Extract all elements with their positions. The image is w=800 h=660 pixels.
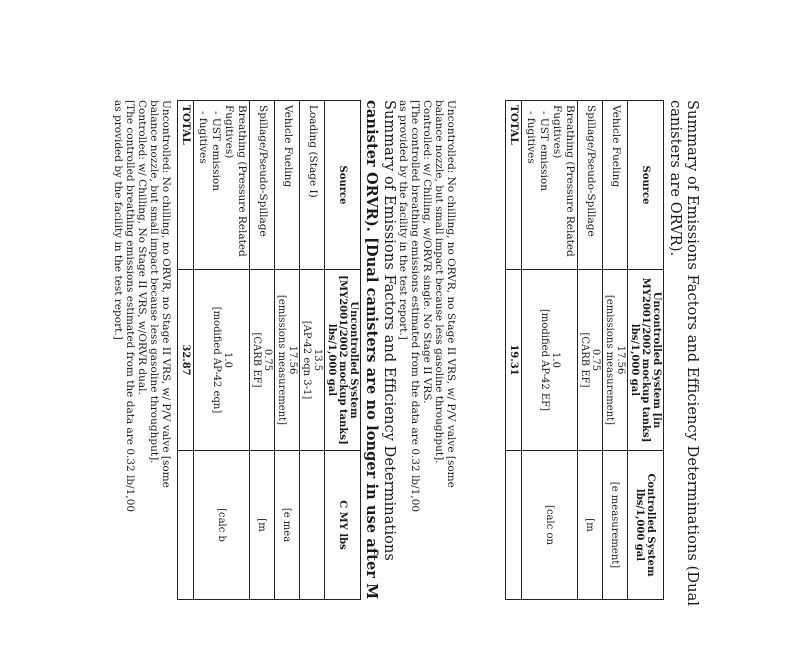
value-note: [CARB EF] (251, 332, 262, 388)
note-line: [The controlled breathing emissions estimated from the data are 0.32 lb/1,00 (124, 100, 136, 513)
source-line: Fugitives) (550, 105, 563, 159)
note-line: balance nozzle, but small impact because less gasoline throughput]. (433, 100, 445, 464)
value-note: [emissions measurement] (604, 294, 615, 426)
value-note: [AP-42 eqn 3-1] (301, 320, 312, 400)
table1-title: Summary of Emissions Factors and Efficiency Determinations (Dual canisters are ORVR). (667, 100, 700, 607)
row-source (194, 101, 250, 270)
row-controlled: [e measurement] (603, 451, 628, 600)
title-normal: Summary of Emissions Factors and Efficiency Determinations (381, 100, 397, 561)
note-line: Uncontrolled: No chilling, no ORVR, no Stage II VRS, w/ P/V valve [some (445, 100, 457, 488)
row-value (578, 270, 603, 451)
column-header-source: Source (628, 101, 664, 270)
column-header-controlled: C MY lbs (325, 451, 361, 600)
table2-title (362, 100, 397, 660)
source-line: - fugitives (524, 111, 537, 164)
emissions-table-2 (177, 100, 361, 600)
note-line: Controlled: w/ Chilling, w/ORVR single. No Stage II VRS. (421, 100, 433, 404)
row-controlled: [calc on (522, 451, 578, 600)
table-row (578, 101, 603, 600)
note-line: as provided by the facility in the test report.] (112, 100, 124, 340)
value-number: 0.75 (590, 348, 601, 372)
total-controlled (178, 451, 194, 600)
table-header-row (628, 101, 664, 600)
value-note: [modified AP-42 eqn] (210, 306, 222, 414)
note-line: Uncontrolled: No chilling, no ORVR, no Stage II VRS, w/ P/V valve [some (160, 100, 172, 488)
table-row (522, 101, 578, 600)
value-note: [modified AP-42 EF] (538, 309, 550, 411)
emissions-table-1 (505, 100, 664, 600)
note-line: as provided by the facility in the test report.] (397, 100, 409, 340)
source-line: - fugitives (196, 111, 209, 164)
source-line: Fugitives) (222, 105, 235, 159)
row-controlled: [e mea (275, 451, 300, 600)
note-line: balance nozzle, but small impact because less gasoline throughput]. (148, 100, 160, 464)
column-header-uncontrolled: Uncontrolled System [in MY2001/2002 mockup tanks] lbs/1,000 gal (628, 270, 664, 451)
value-number: 1.0 (221, 352, 233, 368)
row-source: Spillage/Pseudo-Spillage (250, 101, 275, 270)
table-row (275, 101, 300, 600)
row-value (300, 270, 325, 451)
row-value (250, 270, 275, 451)
note-line: Controlled: w/ Chilling, No Stage II VRS, w/ORVR dual. (136, 100, 148, 395)
title-bold: canister ORVR). [Dual canisters are no longer in use after M (363, 100, 380, 600)
source-line: - UST emission (537, 111, 550, 192)
row-controlled: [m (578, 451, 603, 600)
table-total-row (506, 101, 522, 600)
total-label: TOTAL (506, 101, 522, 270)
table1-notes (397, 100, 457, 660)
source-line: - UST emission (209, 111, 222, 192)
total-label: TOTAL (178, 101, 194, 270)
table-row (300, 101, 325, 600)
rotated-scanned-page (110, 100, 700, 630)
row-controlled: [calc b (194, 451, 250, 600)
row-controlled (300, 451, 325, 600)
row-source: Vehicle Fueling (603, 101, 628, 270)
table-total-row (178, 101, 194, 600)
source-line: Breathing (Pressure Related (564, 105, 576, 257)
source-line: Breathing (Pressure Related (236, 105, 248, 257)
row-value (194, 270, 250, 451)
table2-notes (112, 100, 172, 660)
table-row (250, 101, 275, 600)
column-header-uncontrolled: Uncontrolled System [MY2001/2002 mockup tanks] lbs/1,000 gal (325, 270, 361, 451)
column-header-controlled: Controlled System lbs/1,000 gal (628, 451, 664, 600)
value-note: [emissions measurement] (276, 294, 287, 426)
value-number: 0.75 (262, 348, 273, 372)
value-number: 17.56 (615, 345, 626, 375)
total-value: 19.31 (506, 270, 522, 451)
column-header-source: Source (325, 101, 361, 270)
row-source: Vehicle Fueling (275, 101, 300, 270)
row-controlled: [m (250, 451, 275, 600)
value-number: 17.56 (287, 345, 298, 375)
row-value (522, 270, 578, 451)
row-value (603, 270, 628, 451)
table-header-row (325, 101, 361, 600)
note-line: [The controlled breathing emissions estimated from the data are 0.32 lb/1,00 (409, 100, 421, 513)
table-row (603, 101, 628, 600)
value-number: 1.0 (549, 352, 561, 368)
total-value: 32.87 (178, 270, 194, 451)
row-value (275, 270, 300, 451)
value-number: 13.5 (312, 348, 323, 372)
value-note: [CARB EF] (579, 332, 590, 388)
total-controlled (506, 451, 522, 600)
row-source: Loading (Stage I) (300, 101, 325, 270)
row-source: Spillage/Pseudo-Spillage (578, 101, 603, 270)
row-source (522, 101, 578, 270)
table-row (194, 101, 250, 600)
